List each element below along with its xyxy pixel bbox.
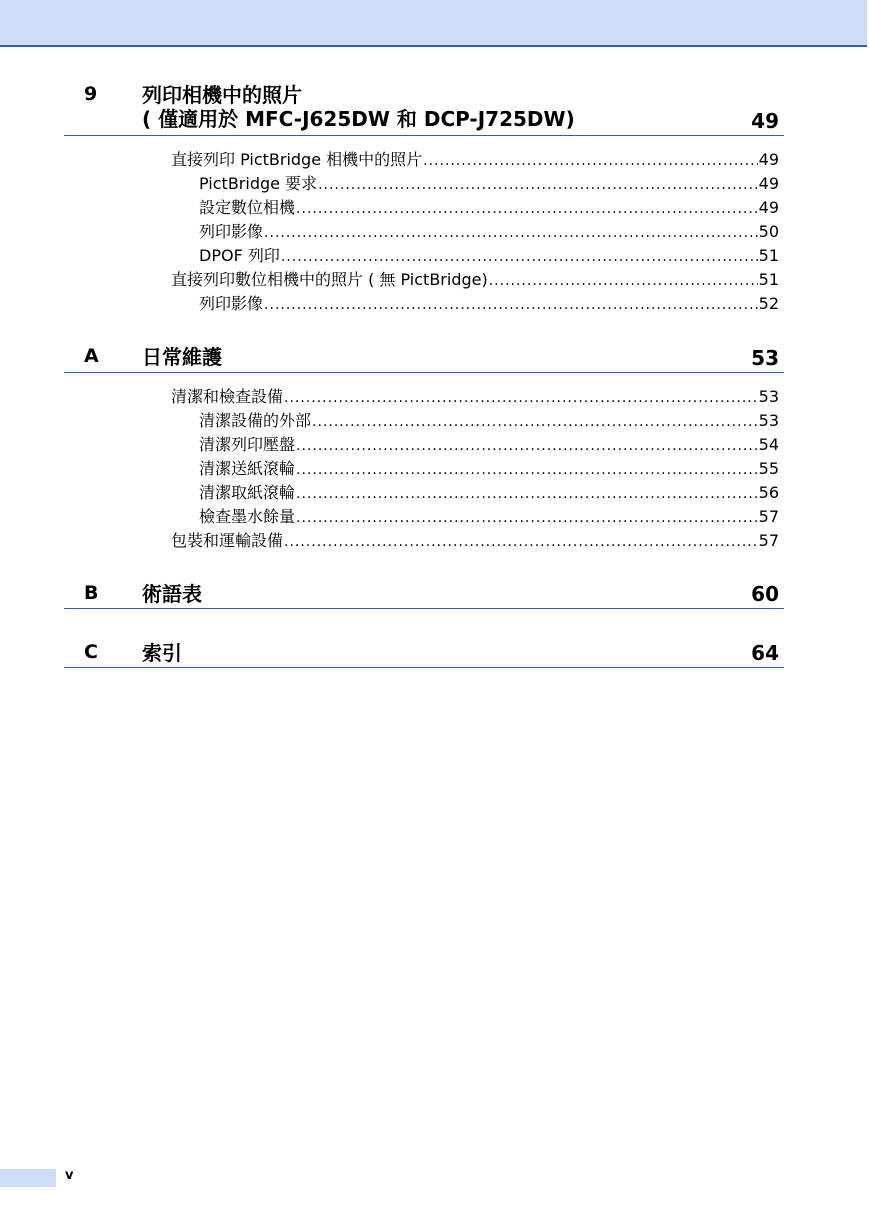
toc-entry-label: 清潔和檢查設備 [171, 387, 284, 406]
chapter-heading-b[interactable] [64, 582, 784, 609]
chapter-title: 日常維護 [142, 345, 222, 369]
chapter-number: A [84, 345, 99, 367]
dot-leader [423, 151, 757, 171]
chapter-number: 9 [84, 83, 98, 105]
toc-entry-page: 57 [758, 507, 779, 526]
toc-entry[interactable] [171, 531, 779, 551]
chapter-number: C [84, 641, 98, 663]
toc-entry-page: 53 [758, 411, 779, 430]
dot-leader [296, 508, 758, 528]
chapter-page-number: 49 [751, 109, 779, 133]
chapter-title-line1: 列印相機中的照片 [142, 83, 302, 107]
toc-entry-label: 列印影像 [199, 294, 264, 313]
toc-entry-label: 列印影像 [199, 222, 264, 241]
toc-entry[interactable] [199, 174, 779, 194]
chapter-page-number: 64 [751, 641, 779, 665]
chapter-heading-c[interactable] [64, 641, 784, 668]
header-band [0, 0, 867, 47]
toc-entry-label: PictBridge 要求 [199, 174, 318, 193]
dot-leader [318, 175, 758, 195]
toc-entry[interactable] [199, 507, 779, 527]
chapter-number: B [84, 582, 99, 604]
toc-entry-page: 54 [758, 435, 779, 454]
dot-leader [284, 532, 758, 552]
toc-entry-page: 55 [758, 459, 779, 478]
dot-leader [312, 412, 758, 432]
toc-entry-page: 51 [758, 246, 779, 265]
dot-leader [489, 271, 758, 291]
toc-entry[interactable] [199, 411, 779, 431]
toc-entry[interactable] [171, 150, 779, 170]
dot-leader [281, 247, 758, 267]
toc-entry-page: 57 [758, 531, 779, 550]
dot-leader [284, 388, 758, 408]
chapter-title: 術語表 [142, 582, 202, 606]
chapter-heading-a[interactable] [64, 345, 784, 373]
toc-entry-label: 清潔列印壓盤 [199, 435, 296, 454]
chapter-page-number: 53 [751, 346, 779, 370]
toc-entry-label: 設定數位相機 [199, 198, 296, 217]
toc-entry[interactable] [199, 246, 779, 266]
toc-entry-label: DPOF 列印 [199, 246, 280, 265]
toc-entry[interactable] [199, 222, 779, 242]
dot-leader [296, 484, 758, 504]
dot-leader [296, 460, 758, 480]
toc-entry[interactable] [199, 459, 779, 479]
dot-leader [296, 199, 758, 219]
chapter-title [142, 83, 575, 131]
toc-entry-page: 56 [758, 483, 779, 502]
toc-entry[interactable] [199, 483, 779, 503]
toc-entry-page: 51 [758, 270, 779, 289]
footer-page-number: v [65, 1168, 74, 1183]
toc-entry-page: 49 [758, 150, 779, 169]
toc-entry-label: 清潔取紙滾輪 [199, 483, 296, 502]
toc-entry-label: 清潔送紙滾輪 [199, 459, 296, 478]
dot-leader [264, 223, 758, 243]
toc-entry-label: 直接列印 PictBridge 相機中的照片 [171, 150, 423, 169]
toc-entry-label: 檢查墨水餘量 [199, 507, 296, 526]
toc-entry-page: 52 [758, 294, 779, 313]
toc-entry-page: 49 [758, 174, 779, 193]
toc-entry-label: 直接列印數位相機中的照片 ( 無 PictBridge) [171, 270, 488, 289]
chapter-title-line2: ( 僅適用於 MFC-J625DW 和 DCP-J725DW) [142, 107, 575, 131]
toc-entry[interactable] [171, 270, 779, 290]
toc-entry-page: 53 [758, 387, 779, 406]
chapter-heading-9[interactable] [64, 83, 784, 136]
toc-entry[interactable] [199, 294, 779, 314]
toc-entry-label: 包裝和運輸設備 [171, 531, 284, 550]
dot-leader [296, 436, 758, 456]
toc-entry[interactable] [171, 387, 779, 407]
chapter-page-number: 60 [751, 582, 779, 606]
toc-entry-page: 50 [758, 222, 779, 241]
footer-tab [0, 1169, 56, 1187]
toc-entry-page: 49 [758, 198, 779, 217]
chapter-title: 索引 [142, 641, 182, 665]
toc-entry-label: 清潔設備的外部 [199, 411, 312, 430]
toc-entry[interactable] [199, 198, 779, 218]
dot-leader [264, 295, 758, 315]
toc-entry[interactable] [199, 435, 779, 455]
